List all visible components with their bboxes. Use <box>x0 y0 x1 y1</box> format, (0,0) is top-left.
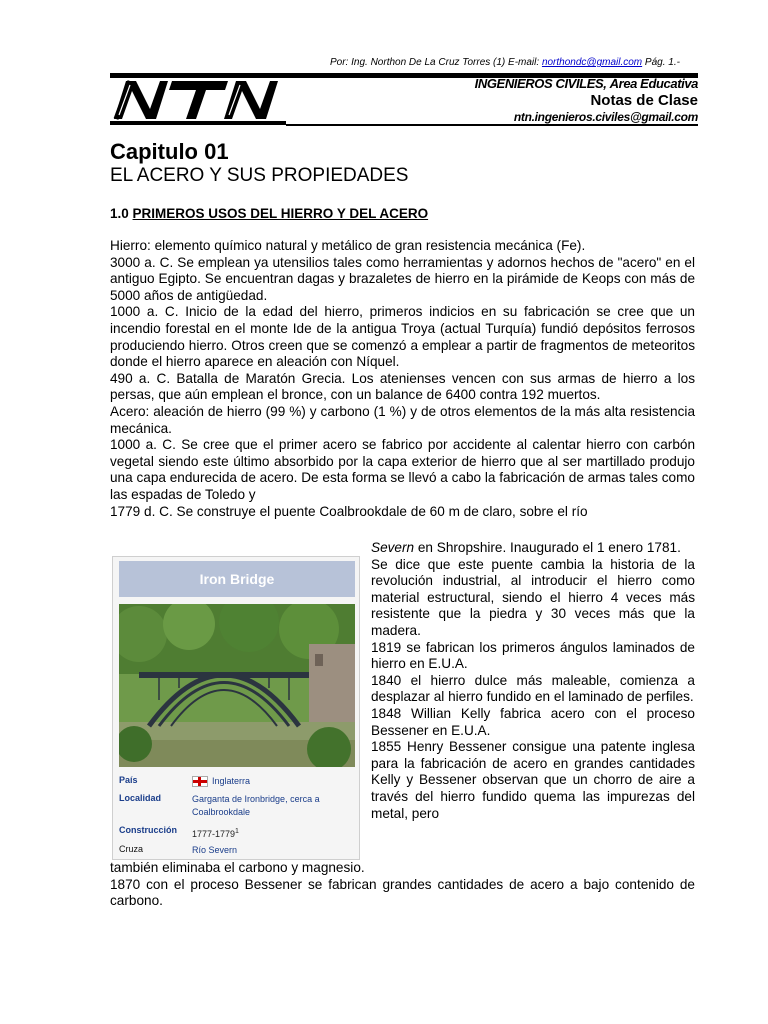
paragraph: 490 a. C. Batalla de Maratón Grecia. Los atenienses vencen con sus armas de hierro a los persas, que aún emplean el bronce, con un balance de 6400 contra 192 muertos. <box>110 370 695 403</box>
england-flag-icon <box>192 776 208 787</box>
notes-label: Notas de Clase <box>590 92 698 109</box>
header-rule-bottom <box>286 124 698 126</box>
section-number: 1.0 <box>110 206 133 221</box>
river-name: Severn <box>371 540 415 555</box>
paragraph: 1870 con el proceso Bessener se fabrican grandes cantidades de acero a bajo contenido de carbono. <box>110 876 695 909</box>
paragraph: Acero: aleación de hierro (99 %) y carbono (1 %) y de otros elementos de la más alta resistencia mecánica. <box>110 403 695 436</box>
iron-bridge-photo <box>119 604 355 767</box>
paragraph: 1000 a. C. Se cree que el primer acero se fabrico por accidente al calentar hierro con carbón vegetal siendo este último absorbido por la capa exterior de hierro que al ser martillado produjo una capa endurecida de acero. De esta forma se llevó a cabo la fabricación de armas tales como las espadas de Toledo y <box>110 437 695 502</box>
paragraph-text: en Shropshire. Inaugurado el 1 enero 1781. <box>414 540 681 555</box>
header-author-line <box>330 57 700 68</box>
infobox-value-text: Garganta de Ironbridge, cerca a <box>192 794 320 804</box>
ntn-logo <box>110 73 286 125</box>
closing-text <box>110 860 695 910</box>
section-heading <box>110 206 428 221</box>
author-email-link[interactable]: northondc@gmail.com <box>541 57 643 68</box>
paragraph: 1779 d. C. Se construye el puente Coalbrookdale de 60 m de claro, sobre el río <box>110 503 588 519</box>
paragraph: 1000 a. C. Inicio de la edad del hierro, primeros indicios en su fabricación se cree que un incendio forestal en el monte Ide de la antigua Troya (actual Turquía) fundió depósitos ferrosos produciendo hierro. Otros creen que se comenzó a emplear a partir de fragmentos de meteoritos donde el hierro aparece en aleación con Níquel. <box>110 304 695 370</box>
chapter-title: Capitulo 01 <box>110 139 229 164</box>
footnote-ref[interactable]: 1 <box>235 828 239 835</box>
iron-bridge-infobox <box>112 556 360 860</box>
paragraph: 1840 el hierro dulce más maleable, comienza a desplazar al hierro fundido en el laminado de perfiles. <box>371 672 695 705</box>
infobox-value-text: 1777-1779 <box>192 829 236 839</box>
infobox-key: Localidad <box>119 793 162 803</box>
section-title: PRIMEROS USOS DEL HIERRO Y DEL ACERO <box>132 206 429 221</box>
infobox-key: Construcción <box>119 825 178 835</box>
infobox-title: Iron Bridge <box>119 561 355 597</box>
author-text: Por: Ing. Northon De La Cruz Torres (1) E-mail: <box>330 57 542 68</box>
org-email: ntn.ingenieros.civiles@gmail.com <box>513 110 698 124</box>
paragraph: 3000 a. C. Se emplean ya utensilios tales como herramientas y adornos hechos de "acero" en el antiguo Egipto. Se encuentran dagas y brazaletes de hierro en la pirámide de Keops con más de 5000 años de antigüedad. <box>110 254 695 303</box>
page-label: Pág. 1.- <box>642 57 680 68</box>
infobox-value[interactable]: Río Severn <box>192 845 238 855</box>
infobox-value <box>192 825 239 841</box>
infobox-value[interactable] <box>192 775 250 788</box>
org-name: INGENIEROS CIVILES, Área Educativa <box>474 76 698 91</box>
paragraph: Se dice que este puente cambia la historia de la revolución industrial, al introducir el hierro como material estructural, siendo el hierro 4 veces más resistente que la piedra y 30 veces más que la madera. <box>371 556 695 638</box>
chapter-subtitle: EL ACERO Y SUS PROPIEDADES <box>110 165 409 186</box>
paragraph: también eliminaba el carbono y magnesio. <box>110 860 365 875</box>
body-text <box>110 238 695 520</box>
paragraph: 1819 se fabrican los primeros ángulos laminados de hierro en E.U.A. <box>371 639 695 672</box>
infobox-key: País <box>119 775 138 785</box>
infobox-value-text: Inglaterra <box>212 776 251 786</box>
paragraph <box>371 540 695 557</box>
right-column-text <box>371 540 695 822</box>
infobox-value[interactable] <box>192 793 320 819</box>
infobox-value-text: Coalbrookdale <box>192 807 251 817</box>
paragraph: 1848 Willian Kelly fabrica acero con el proceso Bessener en E.U.A. <box>371 705 695 738</box>
infobox-key: Cruza <box>119 844 144 854</box>
paragraph: 1855 Henry Bessener consigue una patente inglesa para la fabricación de acero en grandes cantidades Kelly y Bessener observan que un chorro de aire a través del hierro fundido quema las impurezas del metal, pero <box>371 739 695 821</box>
paragraph: Hierro: elemento químico natural y metálico de gran resistencia mecánica (Fe). <box>110 238 586 253</box>
